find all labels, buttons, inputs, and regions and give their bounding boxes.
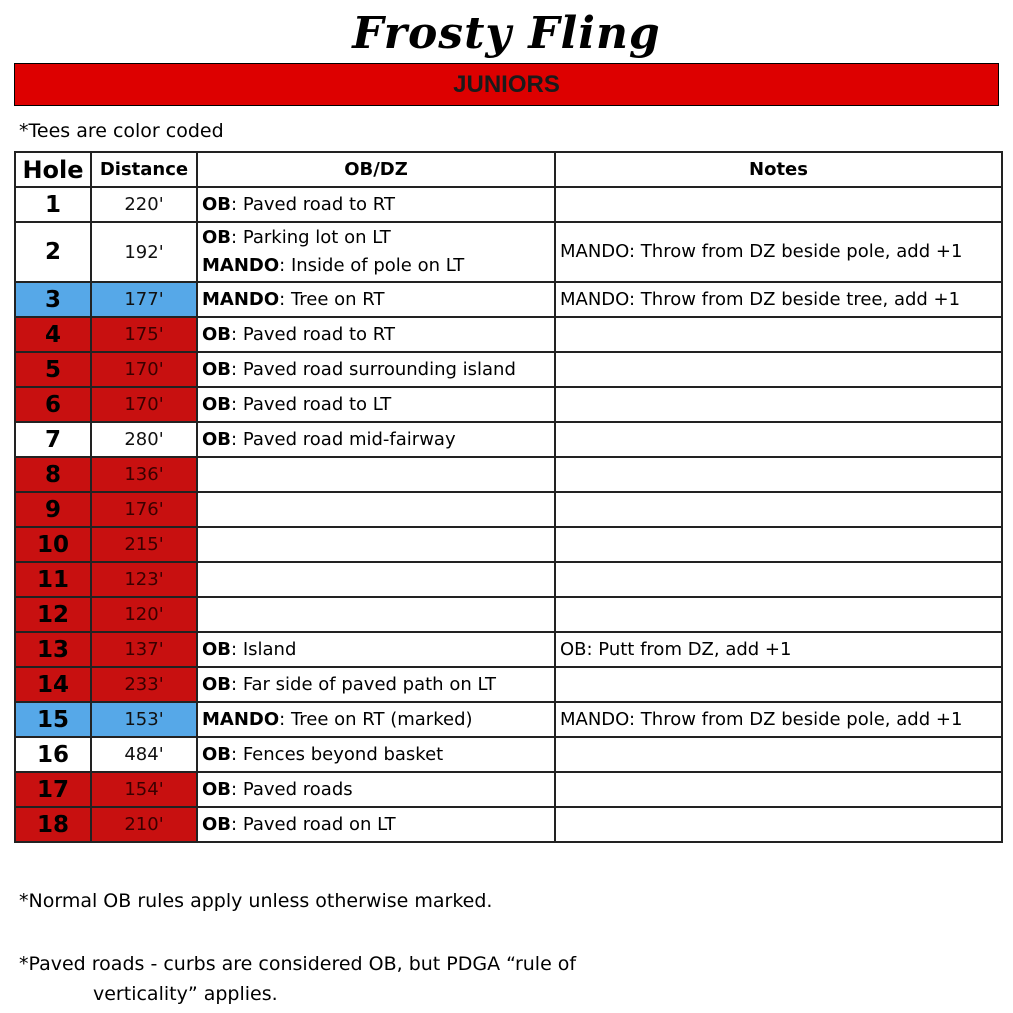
notes-cell [555,772,1002,807]
hole-distance: 154' [91,772,197,807]
notes-cell: MANDO: Throw from DZ beside tree, add +1 [555,282,1002,317]
hole-distance: 210' [91,807,197,842]
notes-cell [555,352,1002,387]
ob-dz-cell [197,492,555,527]
ob-dz-text: : Parking lot on LT [231,227,391,248]
ob-dz-label: OB [202,323,232,345]
hole-distance: 176' [91,492,197,527]
notes-cell [555,527,1002,562]
ob-dz-line [202,321,550,349]
notes-cell [555,422,1002,457]
ob-dz-text: : Paved roads [231,778,353,800]
table-row [15,422,1002,457]
notes-cell [555,492,1002,527]
hole-distance: 136' [91,457,197,492]
ob-dz-cell [197,702,555,737]
page-title: Frosty Fling [352,8,661,59]
hole-number: 3 [15,282,91,317]
table-row [15,282,1002,317]
ob-dz-text: : Paved road to LT [231,393,392,415]
ob-dz-label: OB [202,778,232,800]
notes-cell [555,597,1002,632]
ob-dz-cell [197,667,555,702]
hole-distance: 120' [91,597,197,632]
ob-dz-cell [197,352,555,387]
notes-cell [555,737,1002,772]
table-row [15,562,1002,597]
hole-distance: 137' [91,632,197,667]
ob-dz-text: : Tree on RT [279,288,385,310]
ob-dz-cell [197,317,555,352]
ob-dz-line [202,706,550,734]
ob-dz-label: OB [202,358,232,380]
header-hole: Hole [15,152,91,187]
table-header-row [15,152,1002,187]
hole-table [14,151,1003,843]
ob-dz-label: OB [202,193,232,215]
ob-dz-text: : Paved road mid-fairway [231,428,456,450]
ob-dz-cell [197,187,555,222]
ob-dz-label: OB [202,227,232,248]
ob-dz-line [202,811,550,839]
table-row [15,387,1002,422]
hole-number: 7 [15,422,91,457]
footnote-paved-roads [19,949,576,1009]
hole-distance: 153' [91,702,197,737]
ob-dz-cell [197,527,555,562]
division-banner: JUNIORS [14,63,999,106]
ob-dz-cell [197,457,555,492]
hole-number: 15 [15,702,91,737]
hole-number: 10 [15,527,91,562]
ob-dz-line [202,252,550,280]
ob-dz-line [202,636,550,664]
table-row [15,667,1002,702]
ob-dz-text: : Inside of pole on LT [279,255,465,276]
hole-number: 2 [15,222,91,282]
table-row [15,222,1002,282]
table-row [15,187,1002,222]
hole-distance: 280' [91,422,197,457]
notes-cell [555,387,1002,422]
table-row [15,702,1002,737]
ob-dz-cell [197,222,555,282]
notes-cell [555,317,1002,352]
header-distance: Distance [91,152,197,187]
hole-distance: 215' [91,527,197,562]
ob-dz-line [202,741,550,769]
ob-dz-text: : Paved road on LT [231,813,396,835]
hole-number: 18 [15,807,91,842]
header-notes: Notes [555,152,1002,187]
table-row [15,772,1002,807]
footnote-paved-roads-line2: verticality” applies. [93,983,278,1005]
notes-cell [555,562,1002,597]
ob-dz-label: OB [202,813,232,835]
ob-dz-text: : Paved road to RT [231,193,395,215]
ob-dz-text: : Paved road surrounding island [231,358,516,380]
ob-dz-cell [197,422,555,457]
notes-cell [555,187,1002,222]
hole-number: 8 [15,457,91,492]
table-row [15,597,1002,632]
hole-number: 16 [15,737,91,772]
ob-dz-label: OB [202,428,232,450]
hole-number: 11 [15,562,91,597]
notes-cell [555,807,1002,842]
ob-dz-cell [197,597,555,632]
ob-dz-cell [197,807,555,842]
notes-cell: MANDO: Throw from DZ beside pole, add +1 [555,702,1002,737]
hole-number: 17 [15,772,91,807]
hole-distance: 170' [91,352,197,387]
header-ob-dz: OB/DZ [197,152,555,187]
table-row [15,737,1002,772]
hole-distance: 220' [91,187,197,222]
ob-dz-cell [197,632,555,667]
hole-number: 1 [15,187,91,222]
table-row [15,527,1002,562]
hole-distance: 192' [91,222,197,282]
ob-dz-label: OB [202,743,232,765]
hole-number: 13 [15,632,91,667]
hole-number: 9 [15,492,91,527]
ob-dz-text: : Paved road to RT [231,323,395,345]
ob-dz-line [202,191,550,219]
hole-distance: 175' [91,317,197,352]
hole-number: 5 [15,352,91,387]
ob-dz-label: OB [202,673,232,695]
table-row [15,632,1002,667]
ob-dz-text: : Fences beyond basket [231,743,444,765]
ob-dz-label: OB [202,638,232,660]
hole-number: 14 [15,667,91,702]
footnote-paved-roads-line1: *Paved roads - curbs are considered OB, but PDGA “rule of [19,953,577,975]
ob-dz-label: MANDO [202,288,280,310]
ob-dz-cell [197,387,555,422]
table-row [15,317,1002,352]
ob-dz-line [202,224,550,252]
hole-distance: 177' [91,282,197,317]
hole-number: 6 [15,387,91,422]
notes-cell [555,457,1002,492]
hole-distance: 233' [91,667,197,702]
notes-cell: OB: Putt from DZ, add +1 [555,632,1002,667]
ob-dz-cell [197,737,555,772]
footnote-ob-rules: *Normal OB rules apply unless otherwise marked. [19,890,493,912]
ob-dz-cell [197,282,555,317]
ob-dz-label: MANDO [202,708,280,730]
ob-dz-line [202,286,550,314]
ob-dz-line [202,356,550,384]
ob-dz-label: OB [202,393,232,415]
ob-dz-text: : Tree on RT (marked) [279,708,473,730]
ob-dz-line [202,391,550,419]
hole-number: 4 [15,317,91,352]
ob-dz-text: : Far side of paved path on LT [231,673,497,695]
ob-dz-line [202,426,550,454]
hole-distance: 170' [91,387,197,422]
ob-dz-label: MANDO [202,255,280,276]
ob-dz-cell [197,772,555,807]
ob-dz-line [202,776,550,804]
notes-cell: MANDO: Throw from DZ beside pole, add +1 [555,222,1002,282]
ob-dz-line [202,671,550,699]
table-row [15,352,1002,387]
hole-distance: 484' [91,737,197,772]
table-row [15,457,1002,492]
hole-distance: 123' [91,562,197,597]
ob-dz-cell [197,562,555,597]
table-row [15,492,1002,527]
ob-dz-text: : Island [231,638,297,660]
notes-cell [555,667,1002,702]
hole-number: 12 [15,597,91,632]
tee-color-note: *Tees are color coded [19,120,224,142]
table-row [15,807,1002,842]
